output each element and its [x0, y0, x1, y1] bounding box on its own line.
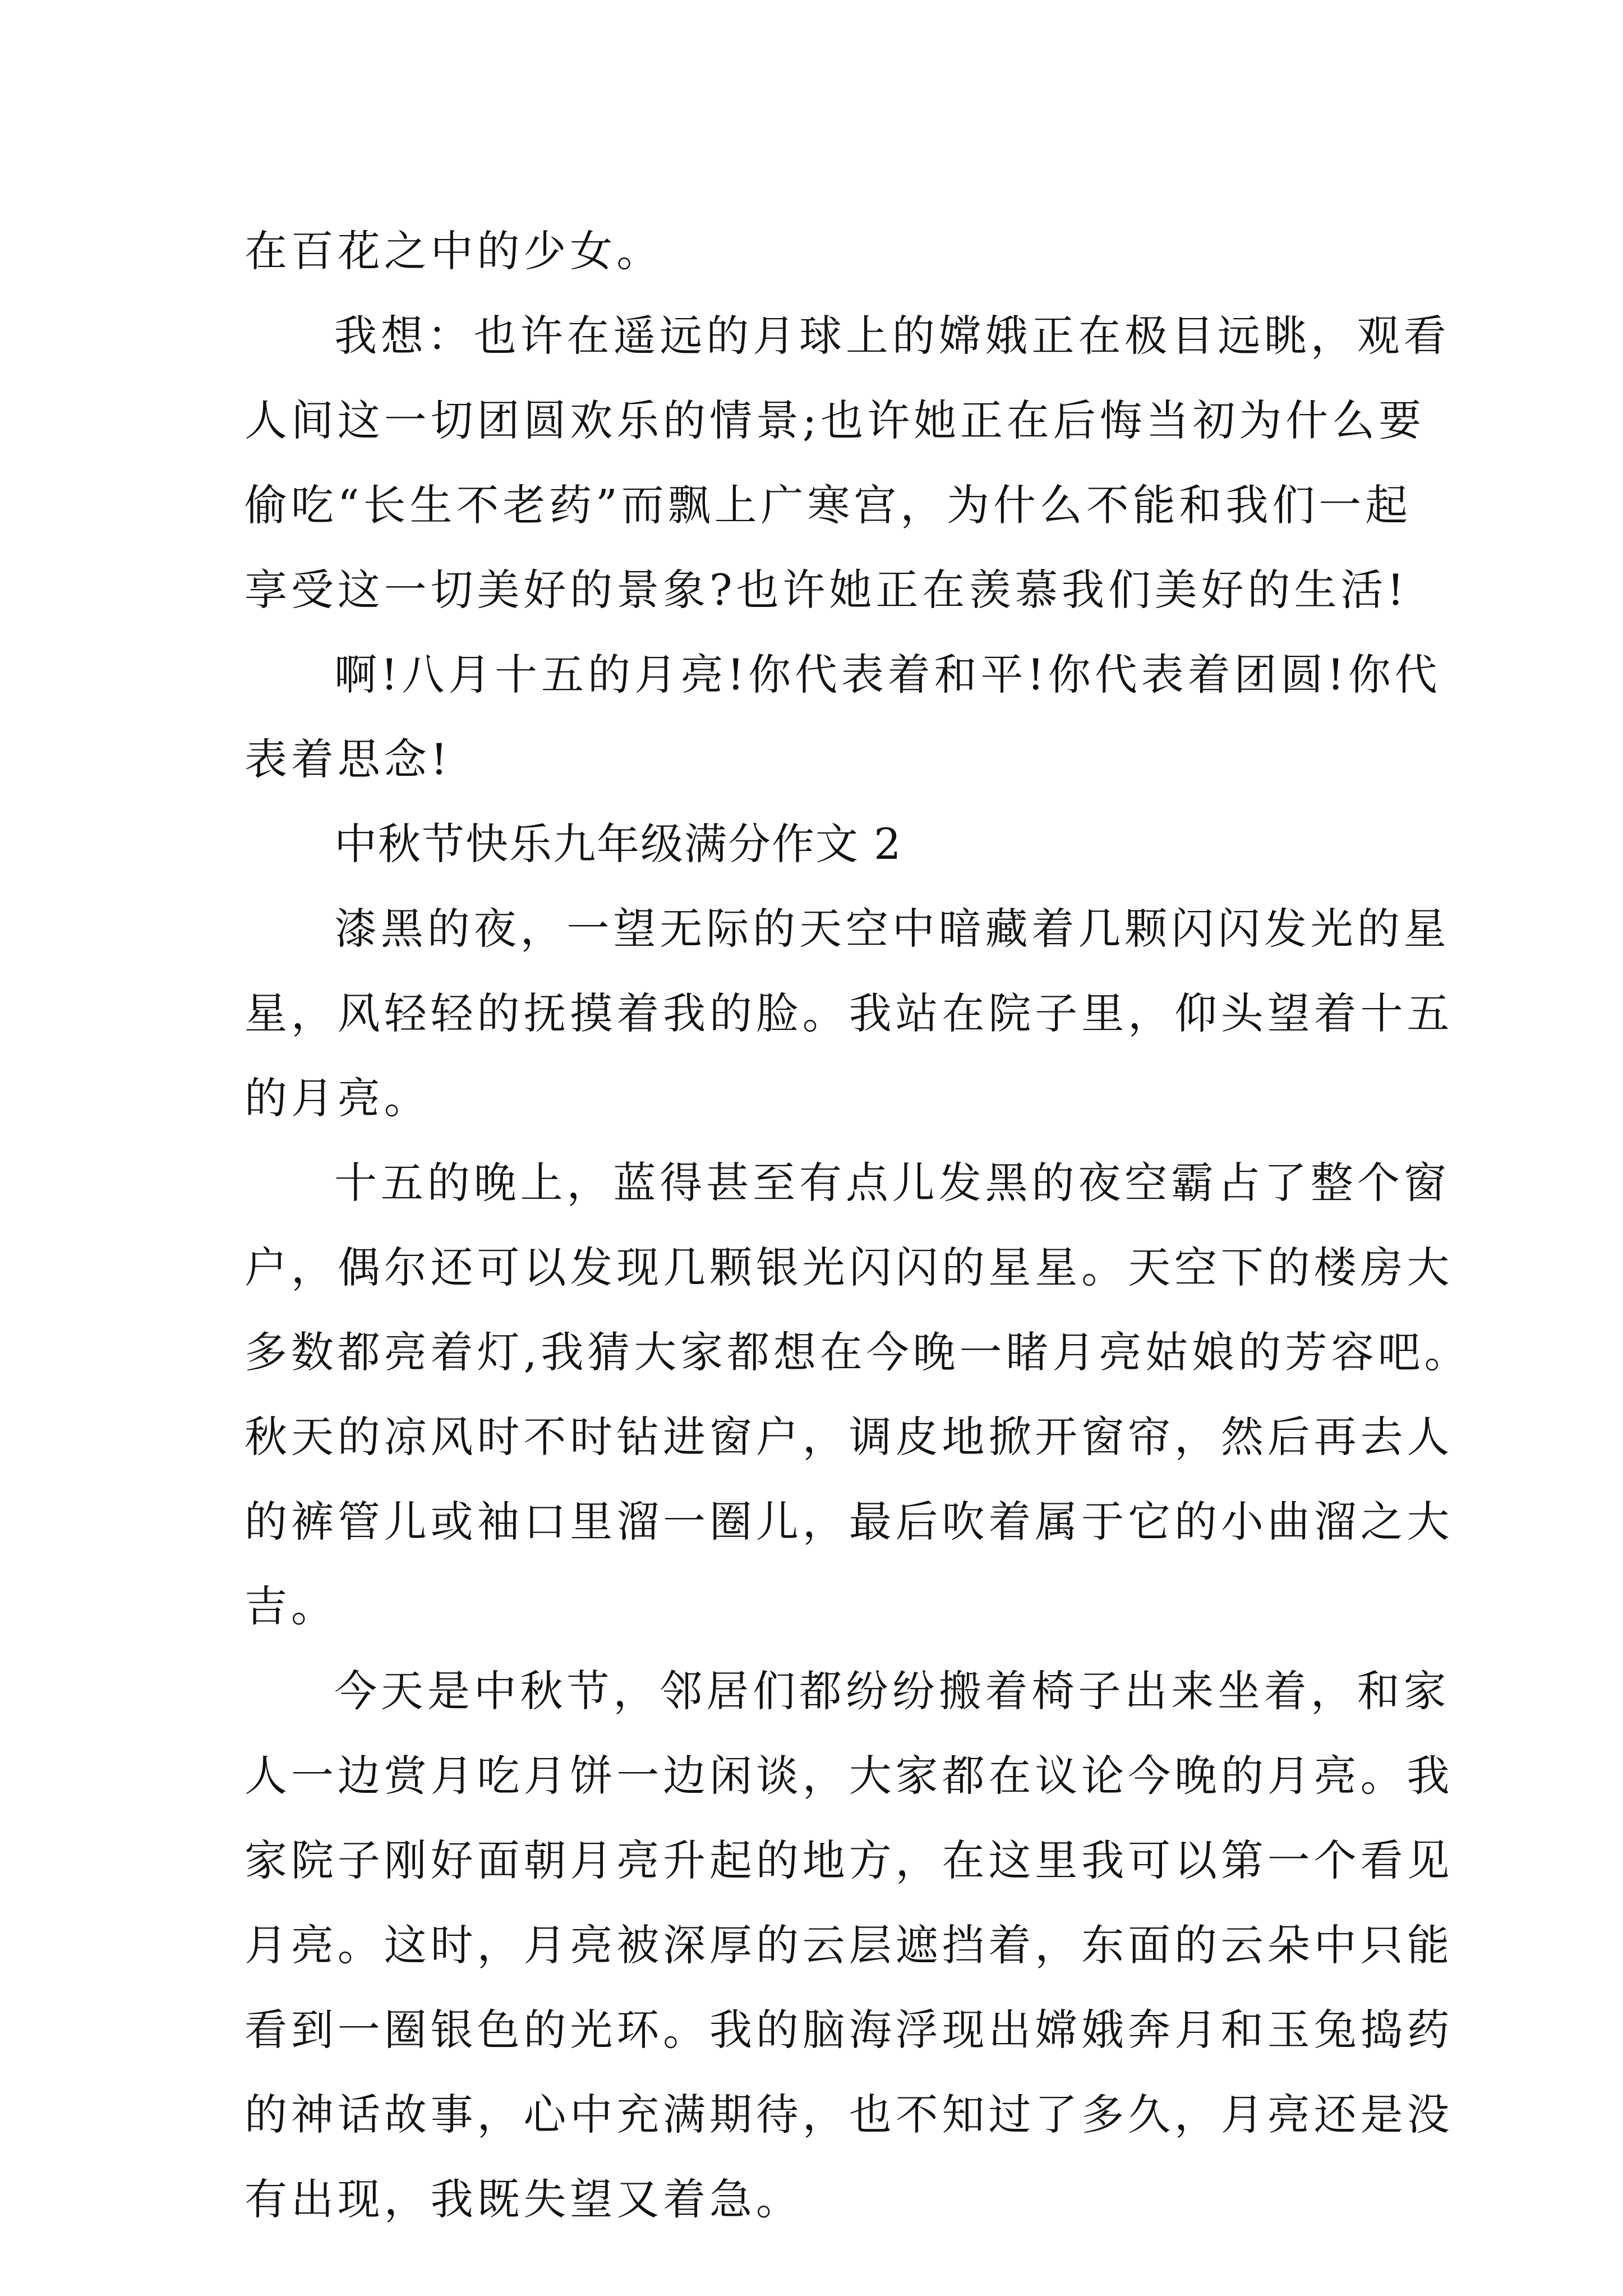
text-line: 的裤管儿或袖口里溜一圈儿，最后吹着属于它的小曲溜之大 — [245, 1497, 1454, 1547]
text-line: 享受这一切美好的景象?也许她正在羡慕我们美好的生活! — [245, 565, 1408, 615]
paragraph-start-line: 漆黑的夜，一望无际的天空中暗藏着几颗闪闪发光的星 — [334, 904, 1450, 954]
text-line: 户，偶尔还可以发现几颗银光闪闪的星星。天空下的楼房大 — [245, 1243, 1454, 1292]
text-line: 的神话故事，心中充满期待，也不知过了多久，月亮还是没 — [245, 2090, 1454, 2139]
text-line: 吉。 — [245, 1581, 338, 1631]
text-line: 在百花之中的少女。 — [245, 226, 663, 276]
paragraph-start-line: 今天是中秋节，邻居们都纷纷搬着椅子出来坐着，和家 — [334, 1666, 1450, 1716]
text-line: 星，风轻轻的抚摸着我的脸。我站在院子里，仰头望着十五 — [245, 988, 1454, 1038]
text-line: 偷吃“长生不老药”而飘上广寒宫，为什么不能和我们一起 — [245, 480, 1412, 530]
document-body — [245, 209, 1471, 2242]
text-line: 家院子刚好面朝月亮升起的地方，在这里我可以第一个看见 — [245, 1835, 1454, 1885]
text-line: 多数都亮着灯,我猜大家都想在今晚一睹月亮姑娘的芳容吧。 — [245, 1327, 1471, 1377]
text-line: 人间这一切团圆欢乐的情景;也许她正在后悔当初为什么要 — [245, 395, 1426, 445]
section-heading: 中秋节快乐九年级满分作文 2 — [334, 819, 902, 869]
text-line: 秋天的凉风时不时钻进窗户，调皮地掀开窗帘，然后再去人 — [245, 1412, 1454, 1462]
paragraph-start-line: 我想：也许在遥远的月球上的嫦娥正在极目远眺，观看 — [334, 311, 1450, 361]
text-line: 看到一圈银色的光环。我的脑海浮现出嫦娥奔月和玉兔捣药 — [245, 2005, 1454, 2055]
text-line: 的月亮。 — [245, 1073, 431, 1123]
text-line: 月亮。这时，月亮被深厚的云层遮挡着，东面的云朵中只能 — [245, 1920, 1454, 1970]
paragraph-start-line: 十五的晚上，蓝得甚至有点儿发黑的夜空霸占了整个窗 — [334, 1158, 1450, 1208]
text-line: 表着思念! — [245, 734, 452, 784]
text-line: 有出现，我既失望又着急。 — [245, 2174, 803, 2224]
paragraph-start-line: 啊!八月十五的月亮!你代表着和平!你代表着团圆!你代 — [334, 650, 1441, 700]
text-line: 人一边赏月吃月饼一边闲谈，大家都在议论今晚的月亮。我 — [245, 1751, 1454, 1801]
